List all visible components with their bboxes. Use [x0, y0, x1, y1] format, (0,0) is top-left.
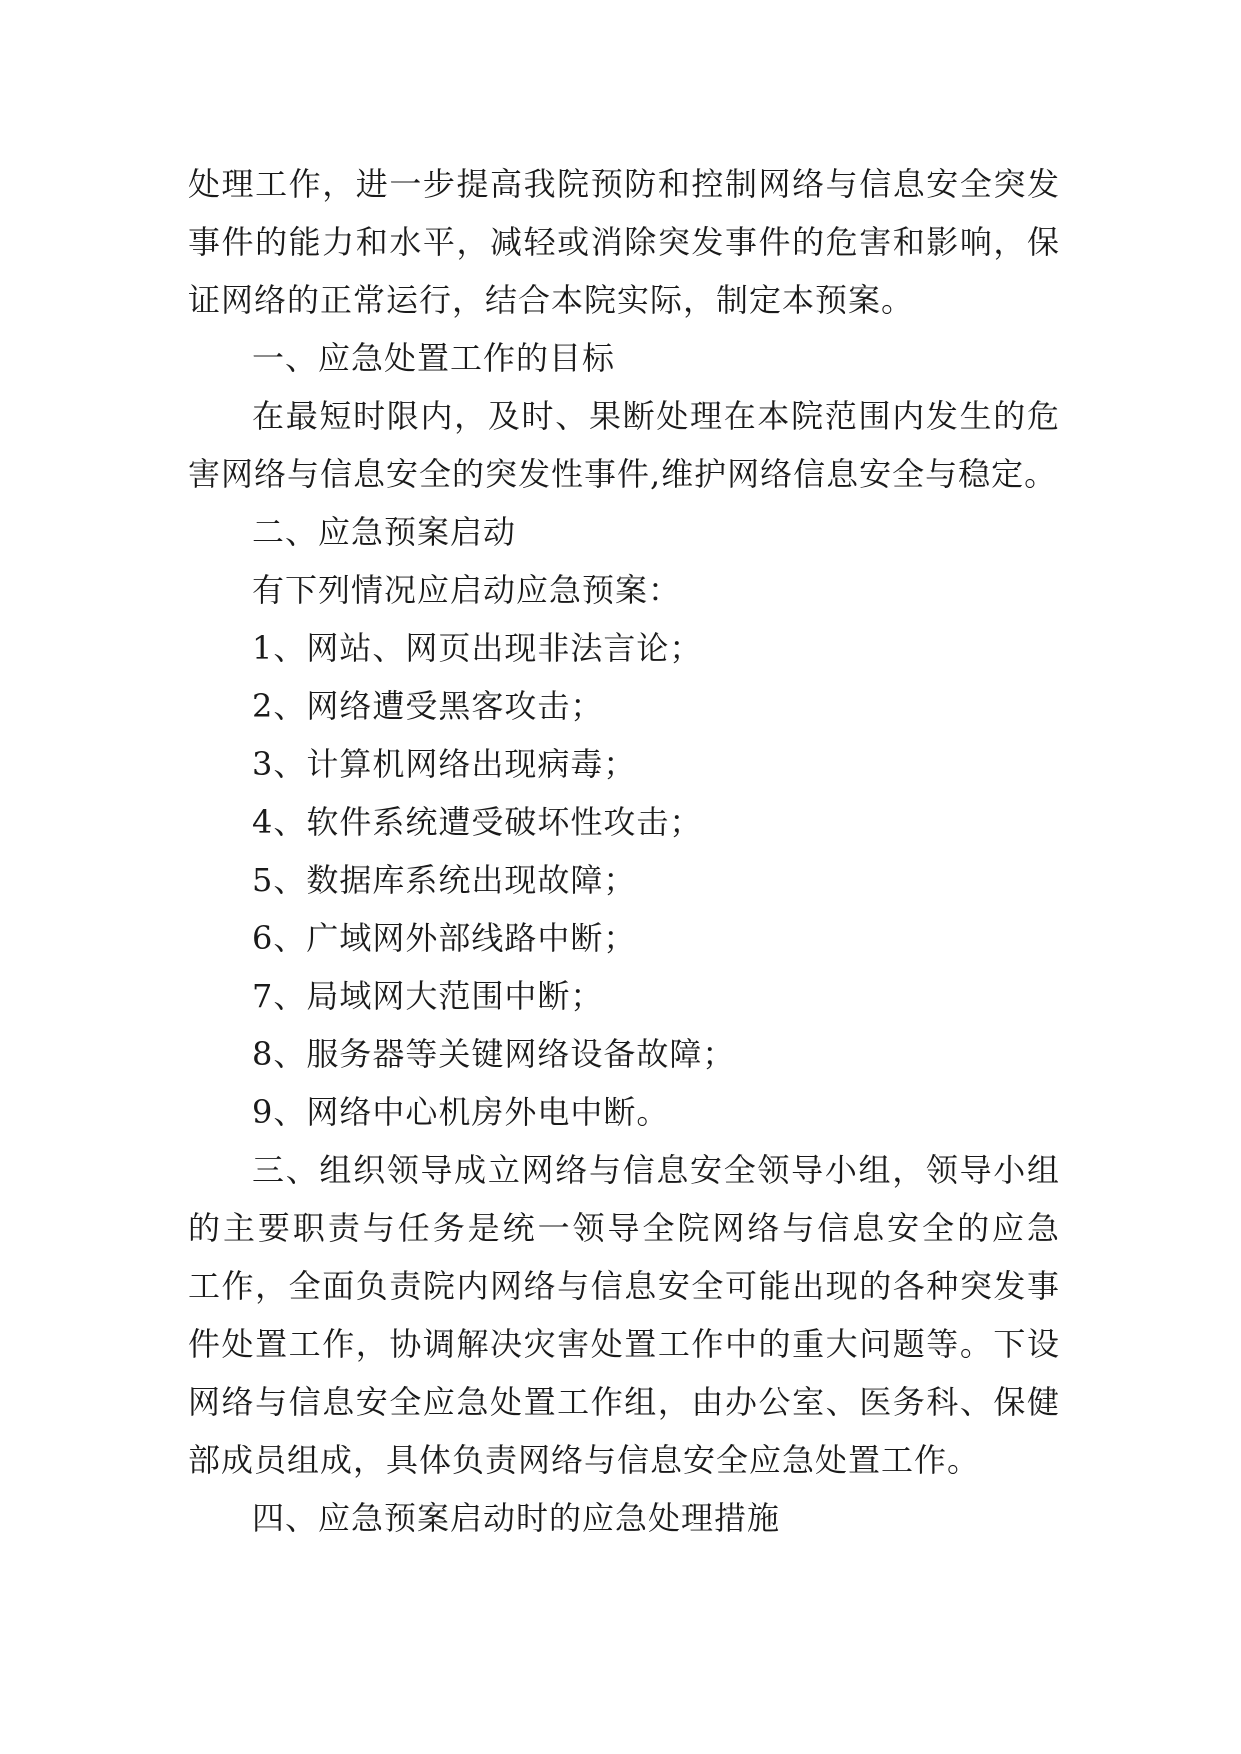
section3-line-4: 件处置工作，协调解决灾害处置工作中的重大问题等。下设 [188, 1325, 1060, 1363]
section3-line-6: 部成员组成，具体负责网络与信息安全应急处置工作。 [188, 1441, 981, 1479]
section3-line-1: 三、组织领导成立网络与信息安全领导小组，领导小组 [252, 1151, 1060, 1189]
section3-line-2: 的主要职责与任务是统一领导全院网络与信息安全的应急 [188, 1209, 1060, 1247]
list-item: 1、网站、网页出现非法言论； [252, 629, 703, 667]
section3-line-3: 工作，全面负责院内网络与信息安全可能出现的各种突发事 [188, 1267, 1060, 1305]
section1-line-1: 在最短时限内，及时、果断处理在本院范围内发生的危 [252, 397, 1060, 435]
section1-line-2: 害网络与信息安全的突发性事件,维护网络信息安全与稳定。 [188, 455, 1058, 493]
list-item: 6、广域网外部线路中断； [252, 919, 637, 957]
intro-line-1: 处理工作，进一步提高我院预防和控制网络与信息安全突发 [188, 165, 1060, 203]
intro-line-3: 证网络的正常运行，结合本院实际，制定本预案。 [188, 281, 915, 319]
section4-heading: 四、应急预案启动时的应急处理措施 [252, 1499, 781, 1537]
section2-heading: 二、应急预案启动 [252, 513, 517, 551]
section3-line-5: 网络与信息安全应急处置工作组，由办公室、医务科、保健 [188, 1383, 1060, 1421]
section2-lead: 有下列情况应启动应急预案： [252, 571, 682, 609]
list-item: 9、网络中心机房外电中断。 [252, 1093, 670, 1131]
list-item: 2、网络遭受黑客攻击； [252, 687, 604, 725]
list-item: 3、计算机网络出现病毒； [252, 745, 637, 783]
document-body [188, 155, 1060, 1547]
section1-heading: 一、应急处置工作的目标 [252, 339, 616, 377]
list-item: 4、软件系统遭受破坏性攻击； [252, 803, 703, 841]
list-item: 5、数据库系统出现故障； [252, 861, 637, 899]
intro-line-2: 事件的能力和水平，减轻或消除突发事件的危害和影响，保 [188, 223, 1060, 261]
list-item: 8、服务器等关键网络设备故障； [252, 1035, 736, 1073]
list-item: 7、局域网大范围中断； [252, 977, 604, 1015]
